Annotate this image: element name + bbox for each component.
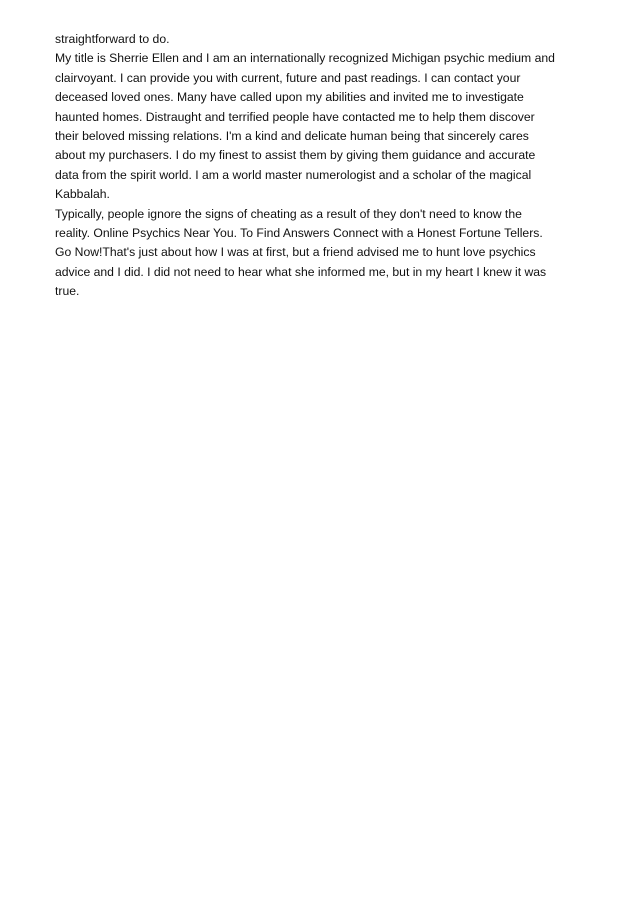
text-line: Typically, people ignore the signs of cheating as a result of they don't need to know the — [55, 206, 522, 221]
text-line: data from the spirit world. I am a world master numerologist and a scholar of the magical — [55, 167, 532, 182]
text-line: reality. Online Psychics Near You. To Find Answers Connect with a Honest Fortune Tellers. — [55, 226, 543, 241]
text-line: their beloved missing relations. I'm a kind and delicate human being that sincerely cares — [55, 129, 529, 144]
document-body — [55, 30, 595, 302]
text-line: straightforward to do. — [55, 32, 170, 46]
paragraph-about-author — [55, 49, 595, 204]
text-line: clairvoyant. I can provide you with current, future and past readings. I can contact your — [55, 70, 521, 85]
text-line: Go Now!That's just about how I was at first, but a friend advised me to hunt love psychics — [55, 245, 536, 260]
text-line: true. — [55, 284, 80, 299]
text-line: Kabbalah. — [55, 187, 110, 202]
text-line: My title is Sherrie Ellen and I am an internationally recognized Michigan psychic medium and — [55, 51, 555, 66]
text-line: deceased loved ones. Many have called upon my abilities and invited me to investigate — [55, 90, 524, 105]
text-line: advice and I did. I did not need to hear what she informed me, but in my heart I knew it was — [55, 264, 547, 279]
paragraph-intro-fragment — [55, 30, 595, 49]
paragraph-cheating-signs — [55, 205, 595, 302]
text-line: haunted homes. Distraught and terrified people have contacted me to help them discover — [55, 109, 535, 124]
text-line: about my purchasers. I do my finest to assist them by giving them guidance and accurate — [55, 148, 536, 163]
